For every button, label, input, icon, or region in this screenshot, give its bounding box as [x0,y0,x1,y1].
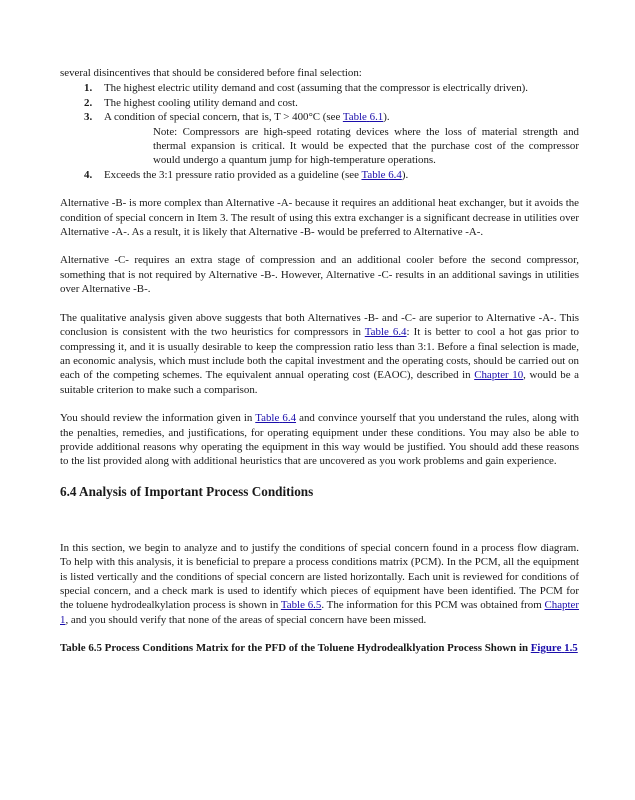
list-item [60,81,579,95]
table-caption: Table 6.5 Process Conditions Matrix for the PFD of the Toluene Hydrodealklyation Process Shown in Figure 1.5 [60,642,578,655]
list-item-text: The highest cooling utility demand and cost. [104,96,298,109]
section-heading: 6.4 Analysis of Important Process Conditions [60,483,314,499]
list-number: 1. [84,82,93,95]
paragraph-pcm: In this section, we begin to analyze and to justify the conditions of special concern found in a process flow diagram. To help with this analysis, it is beneficial to prepare a process conditions matrix (PCM). In the PCM, all the equipment is listed vertically and the conditions of special concern are listed horizontally. Each unit is reviewed for conditions of special concern, and a check mark is used to identify which pieces of equipment have been identified. The PCM for the toluene hydrodealkylation process is shown in Table 6.5. The information for this PCM was obtained from Chapter 1, and you should verify that none of the areas of special concern have been missed. [60,541,579,626]
list-item [60,96,579,110]
list-number: 3. [84,111,93,124]
table-6-5-link[interactable]: Table 6.5 [280,599,322,612]
list-item-text: A condition of special concern, that is, T > 400°C (see [104,111,343,124]
chapter-1-link[interactable]: Chapter 1 [60,599,579,626]
table-6-4-link[interactable]: Table 6.4 [361,168,402,181]
list-item-text: Exceeds the 3:1 pressure ratio provided as a guideline (see [104,168,362,181]
paragraph-alternative-b: Alternative -B- is more complex than Alternative -A- because it requires an additional heat exchanger, but it avoids the condition of special concern in Item 3. The result of using this extra exchanger is a significant decrease in utilities over Alternative -A-. As a result, it is likely that Alternative -B- would be preferred to Alternative -A-. [60,197,579,239]
list-number: 4. [84,168,93,181]
list-item: 4. Exceeds the 3:1 pressure ratio provided as a guideline (see Table 6.4). [84,168,409,181]
figure-1-5-link[interactable]: Figure 1.5 [530,642,578,655]
paragraph-alternative-c: Alternative -C- requires an extra stage of compression and an additional cooler before the second compressor, something that is not required by Alternative -B-. However, Alternative -C- results in an additional savings in utilities over Alternative -B-. [60,254,579,296]
disincentive-list [60,81,579,182]
table-6-4-link[interactable]: Table 6.4 [364,326,407,339]
chapter-10-link[interactable]: Chapter 10 [474,369,524,382]
table-6-1-link[interactable]: Table 6.1 [342,111,384,124]
paragraph-review: You should review the information given in Table 6.4 and convince yourself that you understand the rules, along with the penalties, remedies, and justifications, for operating equipment under these conditions. You may also be able to provide additional reasons why operating the equipment in this way would be justified. You should add these reasons to the list provided along with additional heuristics that are uncovered as you work problems and gain experience. [60,412,579,468]
section-spacer [60,501,579,541]
list-item-text: The highest electric utility demand and cost (assuming that the compressor is electrically driven). [104,82,529,95]
intro-text: several disincentives that should be considered before final selection: [60,67,362,79]
document-page [60,66,579,656]
paragraph-qualitative-analysis: The qualitative analysis given above suggests that both Alternatives -B- and -C- are superior to Alternative -A-. This conclusion is consistent with the two heuristics for compressors in Table 6.4: It is better to cool a hot gas prior to compressing it, and it is usually desirable to keep the compression ratio less than 3:1. Before a final selection is made, an economic analysis, which must include both the capital investment and the operating costs, should be carried out on each of the competing schemes. The equivalent annual operating cost (EAOC), described in Chapter 10, would be a suitable criterion to make such a comparison. [60,311,580,396]
list-number: 2. [84,96,93,109]
compressor-note: Note: Compressors are high-speed rotating devices where the loss of material strength and thermal expansion is critical. It would be expected that the purchase cost of the compressor would undergo a quantum jump for high-temperature operations. [153,125,579,167]
list-item: 3. A condition of special concern, that is, T > 400°C (see Table 6.1). Note: Compressors are high-speed rotating devices where the loss of material strength and thermal expansion is critical. It would be expected that the purchase cost of the compressor would undergo a quantum jump for high-temperature operations. [84,111,579,167]
table-6-4-link[interactable]: Table 6.4 [255,412,297,425]
